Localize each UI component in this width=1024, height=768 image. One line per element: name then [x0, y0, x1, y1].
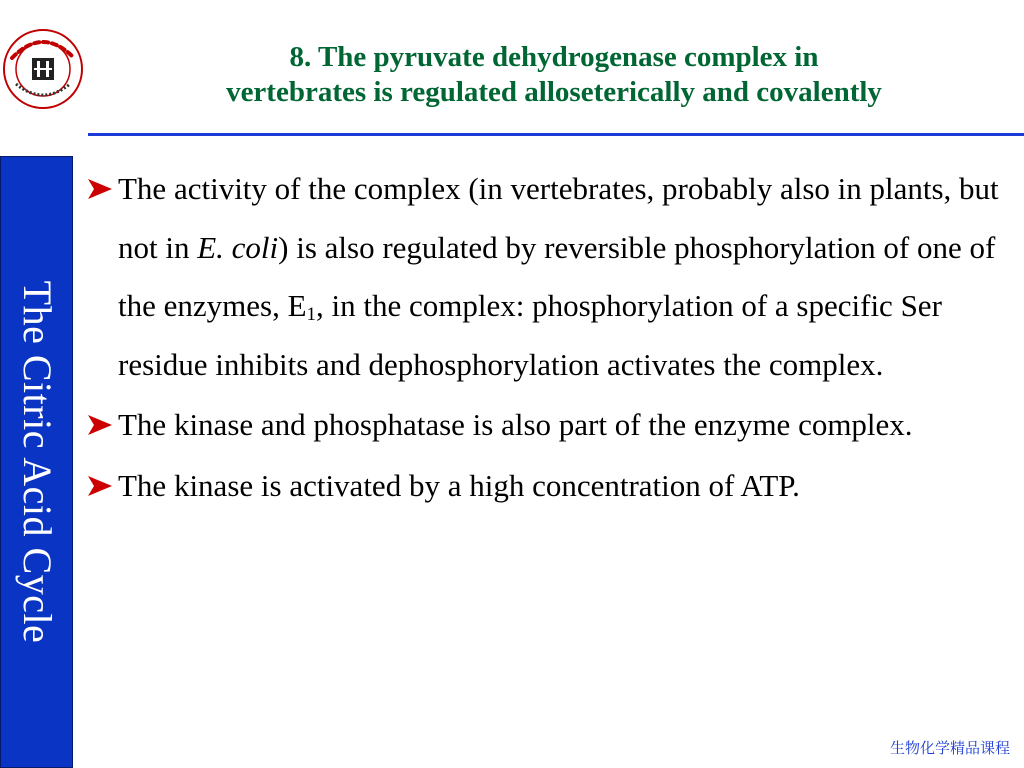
title-line-2: vertebrates is regulated alloseterically and covalently	[226, 76, 882, 108]
bullet-2-text: The kinase and phosphatase is also part of the enzyme complex.	[118, 407, 913, 442]
bullet-item-2	[86, 396, 1021, 455]
course-footer: 生物化学精品课程	[889, 741, 1010, 757]
bullet-1-text-b: ) is also regulated by reversible phosphorylation of one of the enzymes, E	[118, 229, 996, 323]
arrow-bullet-icon	[86, 474, 114, 498]
page-title	[92, 40, 1016, 110]
bullet-1-subscript: 1	[306, 304, 317, 325]
title-divider	[88, 133, 1024, 136]
sidebar-title: The Citric Acid Cycle	[14, 280, 60, 644]
bullet-1-text-c: , in the complex: phosphorylation of a specific Ser residue inhibits and dephosphorylation activates the complex.	[118, 288, 942, 382]
university-logo	[2, 28, 84, 110]
arrow-bullet-icon	[86, 413, 114, 437]
hubei-normal-university-seal-icon	[2, 28, 84, 110]
arrow-bullet-icon	[86, 177, 114, 201]
title-line-1: 8. The pyruvate dehydrogenase complex in	[289, 41, 819, 73]
bullet-1-organism: E. coli	[197, 229, 279, 265]
bullet-item-3	[86, 457, 1021, 516]
sidebar-banner	[0, 156, 73, 768]
bullet-3-text: The kinase is activated by a high concentration of ATP.	[118, 467, 800, 503]
bullet-item-1	[86, 160, 1021, 394]
slide-content	[86, 160, 1021, 515]
bullet-1-text-a: The activity of the complex (in vertebrates, probably also in plants, but not in	[118, 171, 999, 265]
